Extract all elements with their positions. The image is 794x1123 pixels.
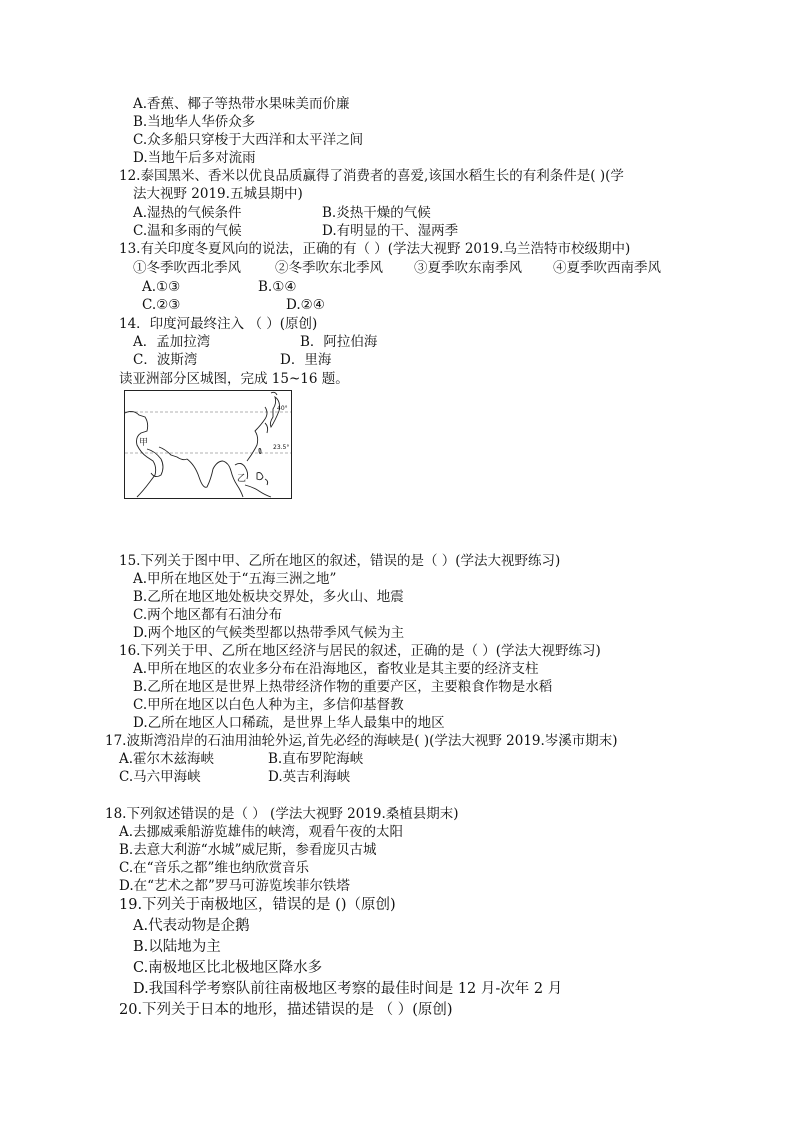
q18-option-a: A.去挪威乘船游览雄伟的峡湾，观看午夜的太阳 [119, 824, 404, 840]
asia-region-map [124, 390, 292, 499]
q18-option-d: D.在“艺术之都”罗马可游览埃菲尔铁塔 [119, 878, 350, 894]
q19-option-d: D.我国科学考察队前往南极地区考察的最佳时间是 12 月-次年 2 月 [133, 981, 563, 997]
q13-statement-4: ④夏季吹西南季风 [553, 260, 661, 276]
q15-option-c: C.两个地区都有石油分布 [133, 607, 283, 623]
q13-statement-1: ①冬季吹西北季风 [133, 260, 241, 276]
q16-option-d: D.乙所在地区人口稀疏，是世界上华人最集中的地区 [133, 715, 445, 731]
q12-option-d: D.有明显的干、湿两季 [322, 223, 459, 239]
q19-stem: 19.下列关于南极地区，错误的是 ()（原创) [119, 897, 396, 913]
philippines-island [257, 473, 263, 480]
label-tropic: 23.5° [273, 444, 290, 451]
q16-option-b: B.乙所在地区是世界上热带经济作物的重要产区，主要粮食作物是水稻 [133, 679, 553, 695]
q14-option-c: C．波斯湾 [133, 352, 198, 368]
q14-option-d: D．里海 [280, 352, 332, 368]
q19-option-a: A.代表动物是企鹅 [133, 918, 250, 934]
q13-stem: 13.有关印度冬夏风向的说法，正确的有（ ）(学法大视野 2019.乌兰浩特市校级期中) [119, 241, 631, 257]
q13-option-c: C.②③ [142, 297, 181, 313]
q12-option-a: A.湿热的气候条件 [133, 205, 242, 221]
q15-stem: 15.下列关于图中甲、乙所在地区的叙述，错误的是（ ）(学法大视野练习) [119, 553, 561, 569]
q12-stem-line1: 12.泰国黑米、香米以优良品质赢得了消费者的喜爱,该国水稻生长的有利条件是( )(学 [119, 168, 624, 184]
q12-option-c: C.温和多雨的气候 [133, 223, 242, 239]
q13-option-b: B.①④ [258, 279, 297, 295]
small-island [265, 479, 268, 485]
map-intro: 读亚洲部分区城图，完成 15~16 题。 [119, 371, 349, 387]
q19-option-b: B.以陆地为主 [133, 939, 221, 955]
q19-option-c: C.南极地区比北极地区降水多 [133, 960, 323, 976]
q17-option-a: A.霍尔木兹海峡 [119, 751, 215, 767]
q15-option-b: B.乙所在地区地处板块交界处，多火山、地震 [133, 589, 404, 605]
q17-option-c: C.马六甲海峡 [119, 769, 201, 785]
q17-option-b: B.直布罗陀海峡 [268, 751, 364, 767]
q12-option-b: B.炎热干燥的气候 [322, 205, 431, 221]
q16-option-c: C.甲所在地区以白色人种为主，多信仰基督教 [133, 697, 404, 713]
q18-option-b: B.去意大利游“水城”威尼斯，参看庞贝古城 [119, 842, 377, 858]
q16-option-a: A.甲所在地区的农业多分布在沿海地区，畜牧业是其主要的经济支柱 [133, 661, 539, 677]
label-yi: 乙 [237, 474, 247, 484]
q15-option-d: D.两个地区的气候类型都以热带季风气候为主 [133, 625, 405, 641]
q15-option-a: A.甲所在地区处于“五海三洲之地” [133, 571, 337, 587]
q13-option-a: A.①③ [142, 279, 181, 295]
q11-option-c: C.众多船只穿梭于大西洋和太平洋之间 [133, 132, 364, 148]
q18-option-c: C.在“音乐之都”维也纳欣赏音乐 [119, 860, 309, 876]
korea-peninsula [265, 423, 268, 433]
q14-stem: 14．印度河最终注入 （ ）(原创) [119, 316, 318, 332]
q13-statement-2: ②冬季吹东北季风 [275, 260, 383, 276]
iran-coast [159, 447, 187, 460]
label-lat-40: 40° [277, 405, 288, 412]
sakhalin [271, 392, 277, 395]
q13-statement-3: ③夏季吹东南季风 [414, 260, 522, 276]
label-jia: 甲 [139, 438, 149, 448]
q12-stem-line2: 法大视野 2019.五城县期中) [133, 186, 303, 202]
q11-option-d: D.当地午后多对流雨 [133, 150, 256, 166]
q14-option-a: A．孟加拉湾 [133, 334, 211, 350]
q18-stem: 18.下列叙述错误的是（ ） (学法大视野 2019.桑植县期末) [105, 806, 459, 822]
q16-stem: 16.下列关于甲、乙所在地区经济与居民的叙述，正确的是（ ）(学法大视野练习) [119, 643, 601, 659]
q17-stem: 17.波斯湾沿岸的石油用油轮外运,首先必经的海峡是( )(学法大视野 2019.岑溪市期末) [105, 733, 618, 749]
q14-option-b: B．阿拉伯海 [300, 334, 378, 350]
q11-option-a: A.香蕉、椰子等热带水果味美而价廉 [133, 96, 350, 112]
india-outline [187, 459, 223, 487]
q13-option-d: D.②④ [286, 297, 325, 313]
west-coastline [125, 411, 156, 497]
indonesia-islands [245, 485, 271, 497]
q11-option-b: B.当地华人华侨众多 [133, 114, 256, 130]
q17-option-d: D.英吉利海峡 [268, 769, 351, 785]
q20-stem: 20.下列关于日本的地形，描述错误的是 （ ）(原创) [119, 1002, 453, 1018]
